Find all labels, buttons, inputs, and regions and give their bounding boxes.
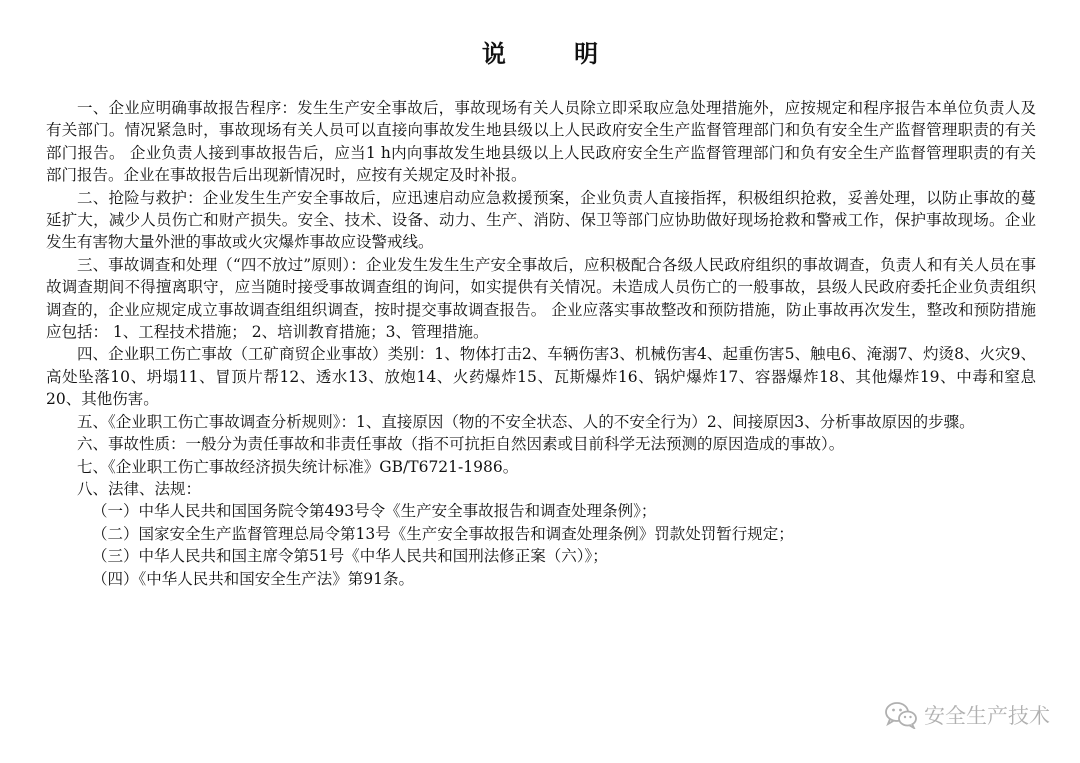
watermark-label: 安全生产技术 <box>924 704 1050 728</box>
law-item: （三）中华人民共和国主席令第51号《中华人民共和国刑法修正案（六）》； <box>92 547 608 566</box>
paragraph-accident-categories: 四、企业职工伤亡事故（工矿商贸企业事故）类别：1、物体打击2、车辆伤害3、机械伤害4、起重伤害5、触电6、淹溺7、灼烫8、火灾9、高处坠落10、坍塌11、冒顶片帮12、透水13、放炮14、火药爆炸15、瓦斯爆炸16、锅炉爆炸17、容器爆炸18、其他爆炸19、中毒和窒息20、其他伤害。 <box>46 345 1036 409</box>
paragraph-loss-standard: 七、《企业职工伤亡事故经济损失统计标准》GB/T6721-1986。 <box>77 457 519 476</box>
page-title: 说 明 <box>481 40 629 68</box>
paragraph-accident-nature: 六、事故性质：一般分为责任事故和非责任事故（指不可抗拒自然因素或目前科学无法预测的原因造成的事故）。 <box>77 435 845 454</box>
paragraph-investigation: 三、事故调查和处理（“四不放过”原则）：企业发生发生生产安全事故后，应积极配合各级人民政府组织的事故调查，负责人和有关人员在事故调查期间不得擅离职守，应当随时接受事故调查组的询问，如实提供有关情况。未造成人员伤亡的一般事故，县级人民政府委托企业负责组织调查的，企业应规定成立事故调查组组织调查，按时提交事故调查报告。 企业应落实事故整改和预防措施，防止事故再次发生，整改和预防措施应包括： 1、工程技术措施； 2、培训教育措施；3、管理措施。 <box>46 255 1036 342</box>
law-item: （四）《中华人民共和国安全生产法》第91条。 <box>92 569 414 588</box>
law-item: （一）中华人民共和国国务院令第493号令《生产安全事故报告和调查处理条例》； <box>92 502 657 521</box>
law-item: （二）国家安全生产监督管理总局令第13号《生产安全事故报告和调查处理条例》罚款处罚暂行规定； <box>92 524 794 543</box>
paragraph-analysis-rules: 五、《企业职工伤亡事故调查分析规则》：1、直接原因（物的不安全状态、人的不安全行为）2、间接原因3、分析事故原因的步骤。 <box>77 412 975 431</box>
paragraph-rescue: 二、抢险与救护：企业发生生产安全事故后，应迅速启动应急救援预案，企业负责人直接指挥，积极组织抢救，妥善处理，以防止事故的蔓延扩大，减少人员伤亡和财产损失。安全、技术、设备、动力、生产、消防、保卫等部门应协助做好现场抢救和警戒工作，保护事故现场。企业发生有害物大量外泄的事故或火灾爆炸事故应设警戒线。 <box>46 188 1036 252</box>
document-body <box>46 97 1036 590</box>
wechat-icon <box>884 701 918 729</box>
paragraph-reporting-procedure: 一、企业应明确事故报告程序：发生生产安全事故后，事故现场有关人员除立即采取应急处理措施外，应按规定和程序报告本单位负责人及有关部门。情况紧急时，事故现场有关人员可以直接向事故发生地县级以上人民政府安全生产监督管理部门和负有安全生产监督管理职责的有关部门报告。 企业负责人接到事故报告后，应当1 h内向事故发生地县级以上人民政府安全生产监督管理部门和负有安全生产监督管理职责的有关部门报告。企业在事故报告后出现新情况时，应按有关规定及时补报。 <box>46 99 1036 185</box>
watermark <box>884 700 1050 730</box>
paragraph-laws-heading: 八、法律、法规： <box>77 479 202 498</box>
